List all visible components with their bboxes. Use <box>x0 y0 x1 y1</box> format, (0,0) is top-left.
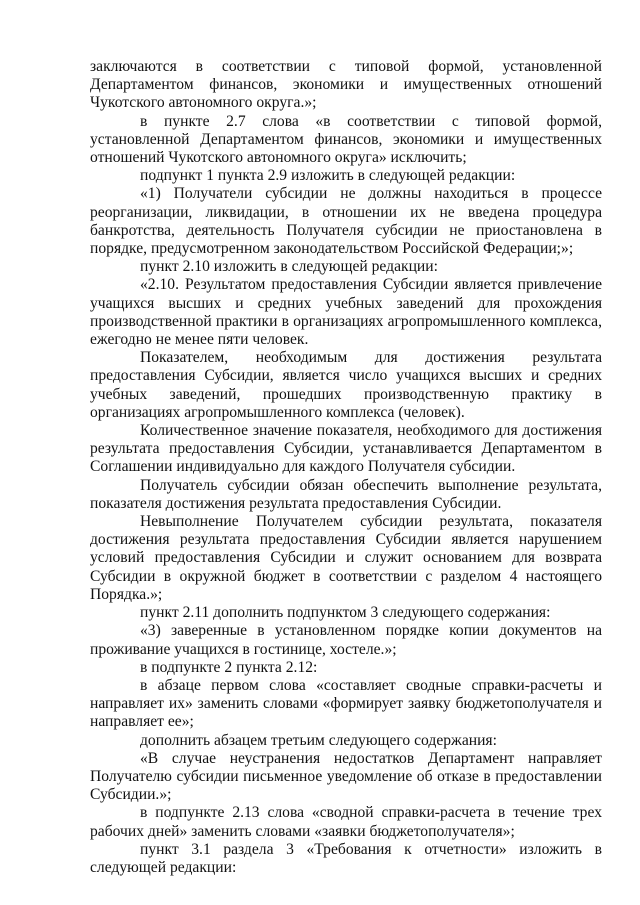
paragraph: «2.10. Результатом предоставления Субсидии является привлечение учащихся высших и средних учебных заведений для прохождения производственной практики в организациях агропромышленного комплекса, ежегодно не менее пяти человек. <box>90 276 602 349</box>
paragraph: Количественное значение показателя, необходимого для достижения результата предоставления Субсидии, устанавливается Департаментом в Соглашении индивидуально для каждого Получателя субсидии. <box>90 422 602 476</box>
paragraph: «1) Получатели субсидии не должны находиться в процессе реорганизации, ликвидации, в отношении их не введена процедура банкротства, деятельность Получателя субсидии не приостановлена в порядке, предусмотренном законодательством Российской Федерации;»; <box>90 185 602 258</box>
paragraph: в абзаце первом слова «составляет сводные справки-расчеты и направляет их» заменить словами «формирует заявку бюджетополучателя и направляет ее»; <box>90 676 602 731</box>
paragraph: Невыполнение Получателем субсидии результата, показателя достижения результата предоставления Субсидии является нарушением условий предоставления Субсидии и служит основанием для возврата Субсидии в окружной бюджет в соответствии с разделом 4 настоящего Порядка.»; <box>90 513 602 603</box>
paragraph: в подпункте 2 пункта 2.12: <box>140 658 318 676</box>
paragraph: дополнить абзацем третьим следующего содержания: <box>140 731 497 749</box>
paragraph: Получатель субсидии обязан обеспечить выполнение результата, показателя достижения результата предоставления Субсидии. <box>90 476 602 512</box>
paragraph: «В случае неустранения недостатков Департамент направляет Получателю субсидии письменное уведомление об отказе в предоставлении Субсидии.»; <box>90 749 602 804</box>
paragraph: в пункте 2.7 слова «в соответствии с типовой формой, установленной Департаментом финансов, экономики и имущественных отношений Чукотского автономного округа» исключить; <box>90 112 602 167</box>
paragraph: Показателем, необходимым для достижения результата предоставления Субсидии, является число учащихся высших и средних учебных заведений, прошедших производственную практику в организациях агропромышленного комплекса (человек). <box>90 349 602 421</box>
paragraph: заключаются в соответствии с типовой формой, установленной Департаментом финансов, экономики и имущественных отношений Чукотского автономного округа.»; <box>90 58 602 112</box>
document-page <box>90 58 602 877</box>
paragraph: пункт 2.10 изложить в следующей редакции: <box>140 258 438 276</box>
paragraph: пункт 2.11 дополнить подпунктом 3 следующего содержания: <box>140 604 551 622</box>
paragraph: в подпункте 2.13 слова «сводной справки-расчета в течение трех рабочих дней» заменить словами «заявки бюджетополучателя»; <box>90 804 602 840</box>
paragraph: подпункт 1 пункта 2.9 изложить в следующей редакции: <box>140 167 516 185</box>
paragraph: пункт 3.1 раздела 3 «Требования к отчетности» изложить в следующей редакции: <box>90 840 602 876</box>
paragraph: «3) заверенные в установленном порядке копии документов на проживание учащихся в гостинице, хостеле.»; <box>90 622 602 658</box>
